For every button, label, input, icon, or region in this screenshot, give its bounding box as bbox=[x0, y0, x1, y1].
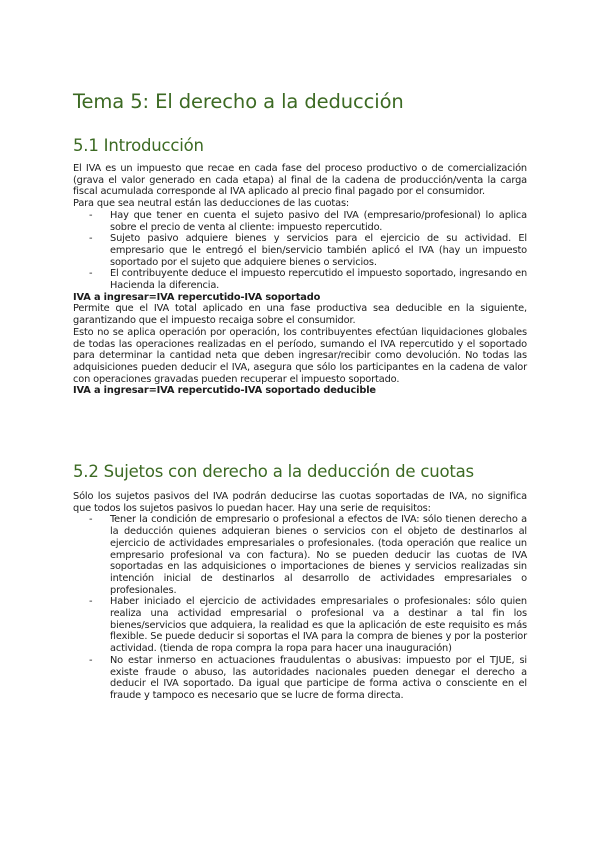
formula-iva-ingresar: IVA a ingresar=IVA repercutido-IVA soportado bbox=[73, 291, 321, 303]
list-item: - Tener la condición de empresario o profesional a efectos de IVA: sólo tienen derecho a la deducción quienes adquieran bienes o servicios con el objeto de destinarlos al ejercicio de actividades empresariales o profesionales. (toda operación que realice un empresario profesional va con factura). No se pueden deducir las cuotas de IVA soportadas en las adquisiciones o importaciones de bienes y servicios realizadas sin intención inicial de destinarlos al desarrollo de actividades empresariales o profesionales. bbox=[73, 514, 527, 596]
section-heading-introduccion: 5.1 Introducción bbox=[73, 136, 204, 155]
paragraph: Permite que el IVA total aplicado en una fase productiva sea deducible en la siguiente, garantizando que el impuesto recaiga sobre el consumidor. bbox=[73, 303, 527, 327]
section-body-sujetos bbox=[73, 491, 527, 702]
paragraph: Esto no se aplica operación por operación, los contribuyentes efectúan liquidaciones globales de todas las operaciones realizadas en el período, sumando el IVA repercutido y el soportado para determinar la cantidad neta que deben ingresar/recibir como devolución. No todas las adquisiciones pueden deducir el IVA, asegura que sólo los participantes en la cadena de valor con operaciones gravadas pueden recuperar el impuesto soportado. bbox=[73, 326, 527, 385]
section-heading-sujetos: 5.2 Sujetos con derecho a la deducción de cuotas bbox=[73, 462, 474, 481]
section-body-introduccion bbox=[73, 163, 527, 397]
list-item: - No estar inmerso en actuaciones fraudulentas o abusivas: impuesto por el TJUE, si existe fraude o abuso, las autoridades nacionales pueden denegar el derecho a deducir el IVA soportado. Da igual que participe de forma activa o consciente en el fraude y tampoco es necesario que se lucre de forma directa. bbox=[73, 655, 527, 702]
list-item: - El contribuyente deduce el impuesto repercutido el impuesto soportado, ingresando en Hacienda la diferencia. bbox=[73, 268, 527, 291]
formula-iva-ingresar-deducible: IVA a ingresar=IVA repercutido-IVA soportado deducible bbox=[73, 385, 376, 397]
deduction-list bbox=[73, 210, 527, 292]
list-item: - Haber iniciado el ejercicio de actividades empresariales o profesionales: sólo quien realiza una actividad empresarial o profesional va a destinar a tal fin los bienes/servicios que adquiera, la realidad es que la aplicación de este requisito es más flexible. Se puede deducir si soportas el IVA para la compra de bienes y por la posterior actividad. (tienda de ropa compra la ropa para hacer una inauguración) bbox=[73, 596, 527, 655]
neutral-lead: Para que sea neutral están las deducciones de las cuotas: bbox=[73, 198, 350, 210]
requirements-list bbox=[73, 514, 527, 701]
intro-paragraph: El IVA es un impuesto que recae en cada fase del proceso productivo o de comercialización (grava el valor generado en cada etapa) al final de la cadena de producción/venta la carga fiscal acumulada corresponde al IVA aplicado al precio final pagado por el consumidor. bbox=[73, 163, 527, 198]
intro-paragraph: Sólo los sujetos pasivos del IVA podrán deducirse las cuotas soportadas de IVA, no significa que todos los sujetos pasivos lo puedan hacer. Hay una serie de requisitos: bbox=[73, 491, 527, 514]
list-item: - Sujeto pasivo adquiere bienes y servicios para el ejercicio de su actividad. El empresario que le entregó el bien/servicio también aplicó el IVA (hay un impuesto soportado por el sujeto que adquiere bienes o servicios. bbox=[73, 233, 527, 268]
page-title: Tema 5: El derecho a la deducción bbox=[73, 90, 404, 113]
list-item: - Hay que tener en cuenta el sujeto pasivo del IVA (empresario/profesional) lo aplica sobre el precio de venta al cliente: impuesto repercutido. bbox=[73, 210, 527, 233]
